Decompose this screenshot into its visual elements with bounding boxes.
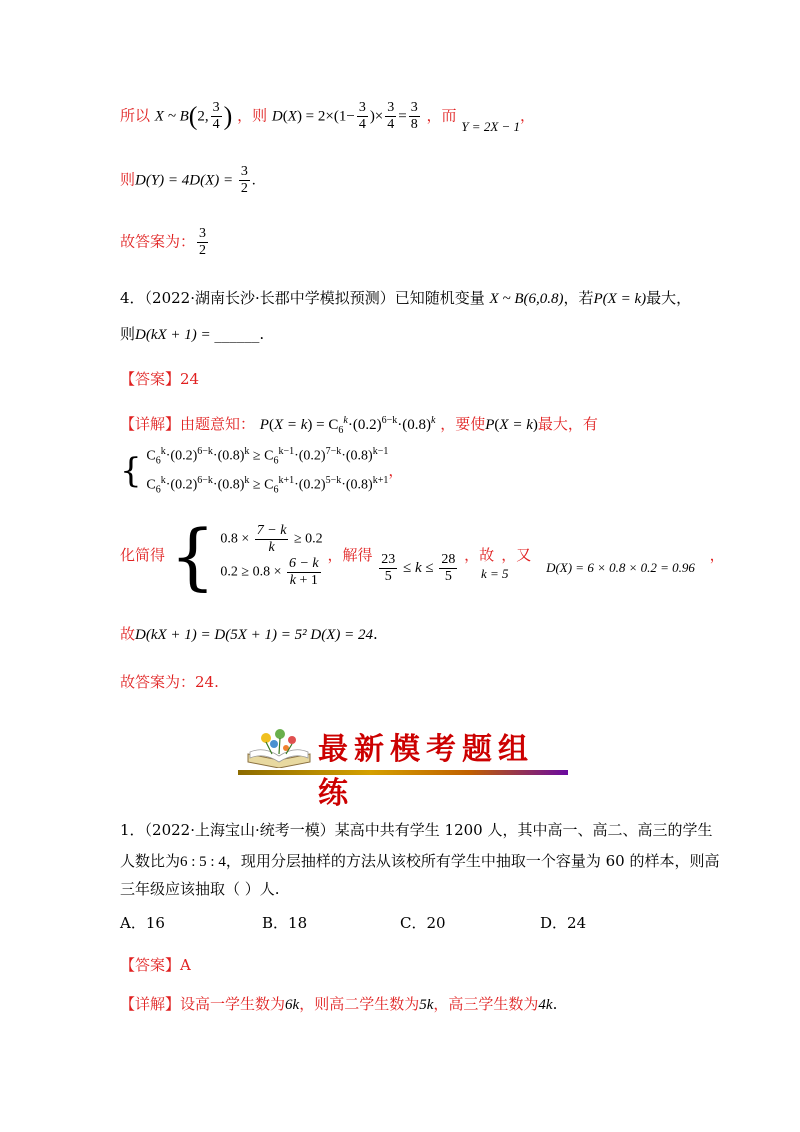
detail-line: 【详解】由题意知： $P(X = k) = C_6^k\cdot(0.2)^{6-k}\cdot(0.8)^k$ ，要使P(X = k)最大，有: [120, 415, 598, 436]
question-4-line-2: 则D(kX + 1) = ______.: [120, 325, 265, 343]
banner-underline: [238, 770, 568, 775]
q1-answer: 【答案】A: [120, 956, 191, 974]
solution-line-1: 所以 X ~ B(2, $\frac{3}{4}$ ) ，则 D(X) = 2×(1− $\frac{3}{4}$ )× $\frac{3}{4}$ = $\frac{3}{8}$ ，而 Y = 2X − 1，: [120, 100, 536, 134]
answer-blank: ______: [214, 325, 260, 343]
inequality-system-1: { $C_6^k\cdot(0.2)^{6-k}\cdot(0.8)^k \ge C_6^{k-1}\cdot(0.2)^{7-k}\cdot(0.8)^{k-1}$ $C_6^k\cdot(0.2)^{6-k}\cdot(0.8)^k \ge C_6^{k+1}\cdot(0.2)^{5-k}\cdot(0.8)^{k+1}$ ，: [120, 446, 404, 496]
section-banner: [238, 718, 568, 811]
q1-detail: 【详解】设高一学生数为6k，则高二学生数为5k，高三学生数为4k.: [120, 995, 558, 1013]
banner-title: 最新模考题组练: [318, 732, 534, 811]
option-c: C．20: [400, 914, 446, 932]
final-answer: 故答案为：24.: [120, 673, 219, 691]
answer-line: 故答案为： $\frac{3}{2}$: [120, 226, 207, 258]
answer-label: 【答案】24: [120, 370, 200, 388]
question-4-line-1: 4．（2022·湖南长沙·长郡中学模拟预测）已知随机变量 X ~ B(6,0.8)，若P(X = k)最大，: [120, 289, 692, 307]
solution-line-2: 则D(Y) = 4D(X) = $\frac{3}{2}$ .: [120, 164, 256, 196]
option-d: D．24: [540, 914, 587, 932]
book-flower-icon: [244, 724, 314, 768]
option-a: A．16: [120, 914, 165, 932]
question-1-line-2: 人数比为6 : 5 : 4，现用分层抽样的方法从该校所有学生中抽取一个容量为 60 的样本，则高: [120, 852, 720, 870]
final-line: 故D(kX + 1) = D(5X + 1) = 5² D(X) = 24.: [120, 625, 378, 643]
question-1-line-1: 1．（2022·上海宝山·统考一模）某高中共有学生 1200 人，其中高一、高二、高三的学生: [120, 821, 713, 839]
option-b: B．18: [262, 914, 308, 932]
binomial-expr: X ~ B: [154, 108, 189, 125]
question-1-line-3: 三年级应该抽取（ ）人.: [120, 880, 280, 898]
simplify-line: 化简得 { 0.8 × $\frac{7 - k}{k}$ ≥ 0.2 0.2 ≥ 0.8 × $\frac{6 - k}{k + 1}$ ，解得 $\frac{23}{5}$ ≤ k ≤ $\frac{28}{5}$ ，故 k = 5 ，又 D(X) = 6 × 0.8 × 0.2 = 0.96 ，: [120, 514, 725, 598]
